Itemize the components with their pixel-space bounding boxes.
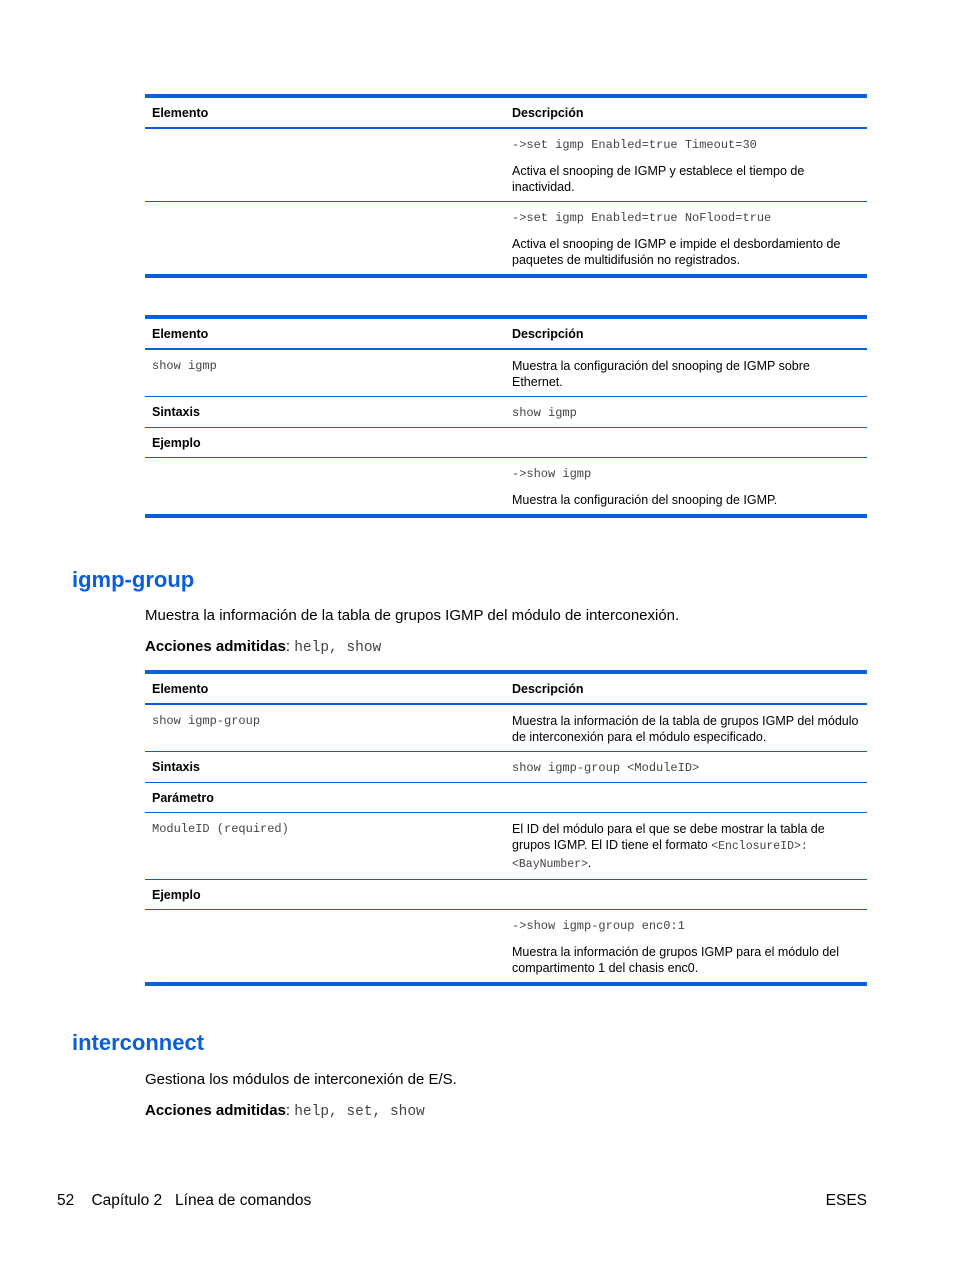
section-description: Muestra la información de la tabla de grupos IGMP del módulo de interconexión.: [145, 607, 680, 624]
table-row: [145, 458, 867, 514]
table-row: [145, 705, 867, 752]
example-description: Muestra la configuración del snooping de IGMP.: [512, 493, 778, 507]
column-header-description: Descripción: [512, 106, 584, 120]
column-header-element: Elemento: [152, 327, 209, 341]
example-description: Activa el snooping de IGMP e impide el desbordamiento de paquetes de multidifusión no registrados.: [512, 237, 841, 267]
supported-actions: Acciones admitidas: help, show: [145, 638, 382, 656]
command-cell: show igmp: [152, 359, 217, 373]
description-cell: Muestra la configuración del snooping de IGMP sobre Ethernet.: [512, 359, 810, 389]
table-row: [145, 202, 867, 274]
parameter-label: Parámetro: [152, 791, 214, 805]
table-row: [145, 350, 867, 397]
table-row: [145, 752, 867, 783]
table-row: [145, 880, 867, 910]
example-command: ->set igmp Enabled=true NoFlood=true: [512, 211, 772, 225]
column-header-element: Elemento: [152, 682, 209, 696]
syntax-value: show igmp: [512, 406, 577, 420]
table-row: [145, 813, 867, 880]
table-row: [145, 428, 867, 458]
parameter-name: ModuleID (required): [152, 822, 289, 836]
supported-actions-label: Acciones admitidas: [145, 1102, 286, 1119]
section-title-igmp-group: igmp-group: [72, 567, 195, 592]
table-row: [145, 910, 867, 982]
syntax-label: Sintaxis: [152, 760, 200, 774]
syntax-value: show igmp-group <ModuleID>: [512, 761, 700, 775]
table-header-row: [145, 98, 867, 129]
section-title-interconnect: interconnect: [72, 1030, 205, 1055]
footer-language-code: ESES: [825, 1192, 867, 1209]
chapter-title: Capítulo 2 Línea de comandos: [91, 1192, 312, 1209]
example-description: Muestra la información de grupos IGMP para el módulo del compartimento 1 del chasis enc0.: [512, 945, 840, 975]
supported-actions-list: help, set, show: [294, 1104, 425, 1120]
command-cell: show igmp-group: [152, 714, 261, 728]
supported-actions: Acciones admitidas: help, set, show: [145, 1102, 425, 1120]
parameter-description: El ID del módulo para el que se debe mostrar la tabla de grupos IGMP. El ID tiene el formato <EnclosureID>:<BayNumber>.: [512, 822, 825, 871]
column-header-description: Descripción: [512, 682, 584, 696]
table-header-row: [145, 319, 867, 350]
show-igmp-table: [145, 315, 867, 518]
table-row: [145, 397, 867, 428]
syntax-label: Sintaxis: [152, 405, 200, 419]
supported-actions-list: help, show: [294, 640, 382, 656]
table-header-row: [145, 674, 867, 705]
example-command: ->set igmp Enabled=true Timeout=30: [512, 138, 757, 152]
example-description: Activa el snooping de IGMP y establece el tiempo de inactividad.: [512, 164, 805, 194]
supported-actions-label: Acciones admitidas: [145, 638, 286, 655]
section-description: Gestiona los módulos de interconexión de E/S.: [145, 1071, 457, 1088]
id-format: <EnclosureID>:<BayNumber>: [512, 840, 808, 871]
page-footer: [57, 1192, 311, 1210]
example-command: ->show igmp: [512, 467, 592, 481]
example-command: ->show igmp-group enc0:1: [512, 919, 685, 933]
description-cell: Muestra la información de la tabla de grupos IGMP del módulo de interconexión para el módulo especificado.: [512, 714, 859, 744]
table-row: [145, 129, 867, 202]
set-igmp-examples-table: [145, 94, 867, 278]
column-header-element: Elemento: [152, 106, 209, 120]
page-number: 52: [57, 1192, 75, 1209]
table-row: [145, 783, 867, 813]
show-igmp-group-table: [145, 670, 867, 986]
example-label: Ejemplo: [152, 436, 201, 450]
example-label: Ejemplo: [152, 888, 201, 902]
column-header-description: Descripción: [512, 327, 584, 341]
